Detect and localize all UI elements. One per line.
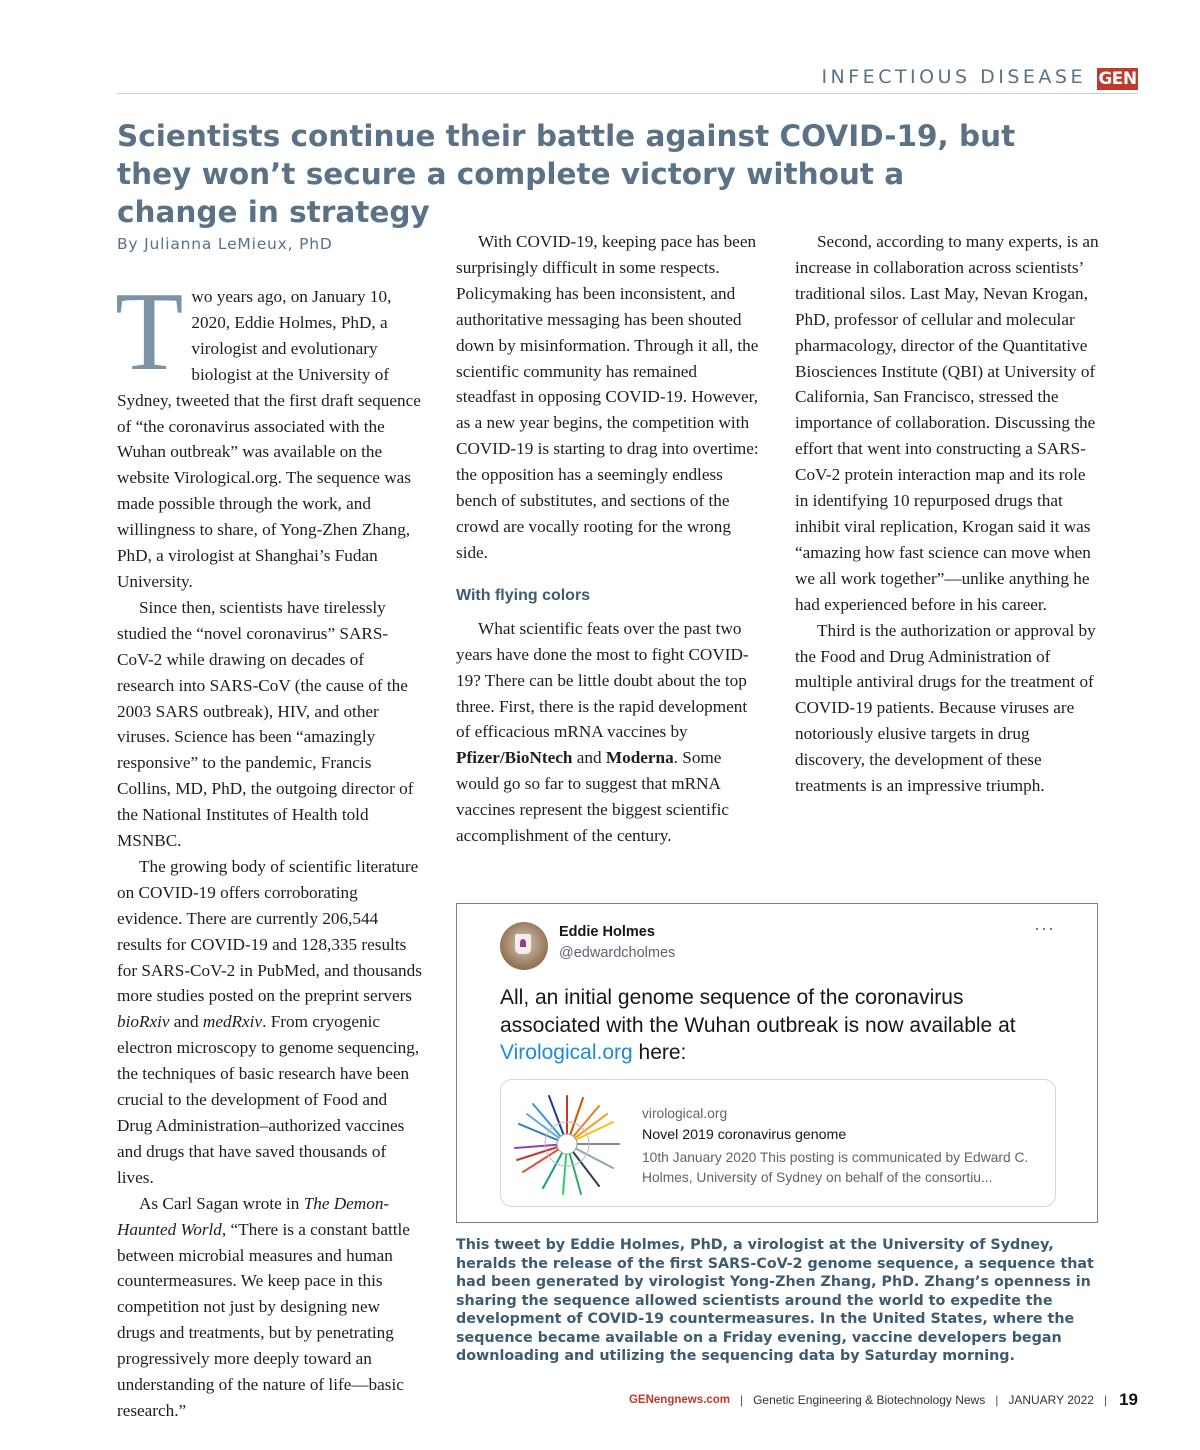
footer-separator: |	[995, 1393, 999, 1407]
paragraph-3-text-b: . From cryogenic electron microscopy to genome sequencing, the techniques of basic research have been crucial to the development of Food and Drug Administration–authorized vaccines and drugs that have saved thousands of lives.	[117, 1012, 420, 1187]
column-2	[456, 229, 761, 849]
paragraph-6-text-a: What scientific feats over the past two years have done the most to fight COVID-19? There can be little doubt about the top three. First, there is the rapid development of efficacious mRNA vaccines by	[456, 618, 749, 742]
card-domain: virological.org	[642, 1106, 728, 1121]
paragraph-6-and: and	[572, 748, 606, 768]
byline: By Julianna LeMieux, PhD	[117, 235, 333, 253]
link-preview-card[interactable]	[500, 1079, 1056, 1207]
headline: Scientists continue their battle against COVID-19, but they won’t secure a complete victory without a change in strategy	[117, 119, 1016, 229]
tweet-author-handle[interactable]: @edwardcholmes	[559, 945, 676, 961]
footer-separator: |	[1103, 1393, 1108, 1407]
figure-caption: This tweet by Eddie Holmes, PhD, a virologist at the University of Sydney, heralds the release of the first SARS-CoV-2 genome sequence, a sequence that had been generated by virologist Yong-Zhen Zhang, PhD. Zhang’s openness in sharing the sequence allowed scientists around the world to expedite the development of COVID-19 countermeasures. In the United States, where the sequence became available on a Friday evening, vaccine developers began downloading and utilizing the sequencing data by Saturday morning.	[456, 1237, 1094, 1364]
top-rule	[117, 93, 1138, 94]
tweet-embed	[456, 903, 1098, 1223]
subhead: With flying colors	[456, 586, 591, 604]
paragraph-6-text-b: . Some would go so far to suggest that mRNA vaccines represent the biggest scientific accomplishment of the century.	[456, 748, 729, 846]
mug-icon	[515, 934, 531, 954]
paragraph-3-and: and	[169, 1012, 203, 1032]
page-footer	[629, 1388, 1138, 1412]
book-title: The Demon-Haunted World	[117, 1193, 390, 1239]
footer-separator: |	[739, 1393, 744, 1407]
paragraph-3	[117, 854, 422, 1191]
page-number: 19	[1119, 1390, 1138, 1409]
avatar[interactable]	[500, 922, 548, 970]
footer-issue: JANUARY 2022	[1008, 1393, 1094, 1407]
more-options-icon[interactable]: ···	[1034, 918, 1055, 938]
moderna-name: Moderna	[605, 748, 674, 768]
paragraph-4-text-a: As Carl Sagan wrote in	[139, 1193, 304, 1213]
paragraph-3-text-a: The growing body of scientific literature on COVID-19 offers corroborating evidence. There are currently 206,544 results for COVID-19 and 128,335 results for SARS-CoV-2 in PubMed, and thousands more studies posted on the preprint servers	[117, 856, 422, 1006]
medrxiv-name: medRxiv	[202, 1012, 263, 1032]
paragraph-1-text: wo years ago, on January 10, 2020, Eddie Holmes, PhD, a virologist and evolutionary biologist at the University of Sydney, tweeted that the first draft sequence of “the coronavirus associated with the Wuhan outbreak” was available on the website Virological.org. The sequence was made possible through the work, and willingness to share, of Yong-Zhen Zhang, PhD, a virologist at Shanghai’s Fudan University.	[117, 287, 421, 591]
column-3	[795, 229, 1100, 799]
virological-link[interactable]: Virological.org	[500, 1041, 633, 1064]
paragraph-8: Third is the authorization or approval by the Food and Drug Administration of multiple antiviral drugs for the treatment of COVID-19 patients. Because viruses are notoriously elusive targets in drug discovery, the development of these treatments is an impressive triumph.	[795, 620, 1096, 796]
tweet-text	[500, 984, 1060, 1067]
biorxiv-name: bioRxiv	[117, 1012, 170, 1032]
paragraph-4-text-b: , “There is a constant battle between microbial measures and human countermeasures. We keep pace in this competition not just by designing new drugs and treatments, but by penetrating progressively more deeply toward an understanding of the nature of life—basic research.”	[117, 1219, 410, 1420]
paragraph-1	[115, 270, 422, 595]
tweet-text-b: here:	[632, 1041, 687, 1064]
paragraph-6	[456, 616, 761, 849]
dropcap: T	[115, 270, 184, 394]
paragraph-4	[117, 1191, 422, 1424]
gen-logo: GEN	[1098, 69, 1137, 89]
column-1	[117, 229, 422, 1424]
card-title: Novel 2019 coronavirus genome	[642, 1127, 847, 1143]
pfizer-name: Pfizer/BioNtech	[456, 748, 573, 768]
card-description: 10th January 2020 This posting is communicated by Edward C. Holmes, University of Sydney on behalf of the consortiu...	[642, 1150, 1029, 1185]
tweet-author-name[interactable]: Eddie Holmes	[559, 924, 655, 940]
footer-publication: Genetic Engineering & Biotechnology News	[753, 1393, 986, 1407]
paragraph-7: Second, according to many experts, is an increase in collaboration across scientists’ traditional silos. Last May, Nevan Krogan, PhD, professor of cellular and molecular pharmacology, director of the Quantitative Biosciences Institute (QBI) at University of California, San Francisco, stressed the importance of collaboration. Discussing the effort that went into constructing a SARS-CoV-2 protein interaction map and its role in identifying 10 repurposed drugs that inhibit viral replication, Krogan said it was “amazing how fast science can move when we all work together”—unlike anything he had experienced before in his career.	[795, 232, 1099, 614]
footer-site[interactable]: GENengnews.com	[628, 1394, 730, 1406]
paragraph-2: Since then, scientists have tirelessly studied the “novel coronavirus” SARS-CoV-2 while drawing on decades of research into SARS-CoV (the cause of the 2003 SARS outbreak), HIV, and other viruses. Science has been “amazingly responsive” to the pandemic, Francis Collins, MD, PhD, the outgoing director of the National Institutes of Health told MSNBC.	[117, 597, 414, 851]
tweet-text-a: All, an initial genome sequence of the coronavirus associated with the Wuhan outbreak is now available at	[500, 986, 1016, 1037]
paragraph-5: With COVID-19, keeping pace has been surprisingly difficult in some respects. Policymaking has been inconsistent, and authoritative messaging has been shouted down by misinformation. Through it all, the scientific community has remained steadfast in opposing COVID-19. However, as a new year begins, the competition with COVID-19 is starting to drag into overtime: the opposition has a seemingly endless bench of substitutes, and sections of the crowd are vocally rooting for the wrong side.	[456, 232, 759, 562]
phylogenetic-tree-image	[507, 1088, 627, 1200]
section-label: INFECTIOUS DISEASE	[821, 66, 1086, 88]
